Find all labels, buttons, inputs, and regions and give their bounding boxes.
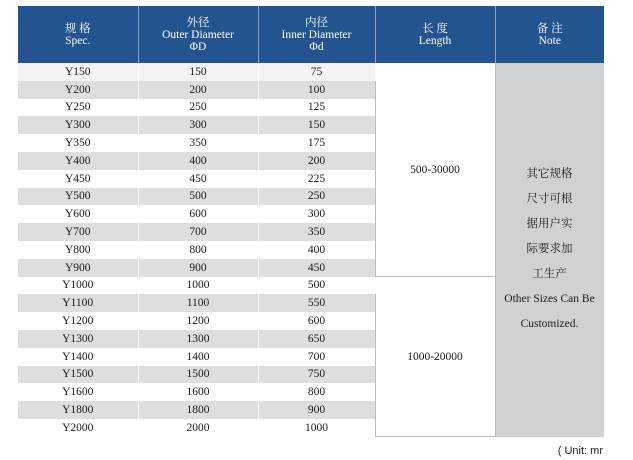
outer-diameter-cell: 1100: [138, 294, 258, 312]
spec-cell: Y1500: [18, 366, 138, 384]
spec-cell: Y1800: [18, 401, 138, 419]
note-line: 据用户实: [526, 218, 573, 231]
outer-diameter-cell: 800: [138, 241, 258, 259]
header-inner-en: Inner Diameter: [281, 28, 352, 41]
inner-diameter-cell: 75: [258, 63, 375, 81]
header-note-en: Note: [538, 34, 561, 47]
inner-diameter-cell: 500: [258, 277, 375, 295]
outer-diameter-cell: 250: [138, 99, 258, 117]
inner-diameter-cell: 750: [258, 366, 375, 384]
inner-diameter-cell: 250: [258, 188, 375, 206]
inner-diameter-cell: 550: [258, 294, 375, 312]
header-row: [18, 6, 604, 63]
outer-diameter-cell: 600: [138, 205, 258, 223]
inner-diameter-cell: 600: [258, 312, 375, 330]
header-length-cn: 长 度: [422, 22, 448, 35]
outer-diameter-cell: 1600: [138, 383, 258, 401]
length-cell: 1000-20000: [375, 277, 495, 437]
header-length-en: Length: [418, 34, 452, 47]
outer-diameter-cell: 450: [138, 170, 258, 188]
outer-diameter-cell: 150: [138, 63, 258, 81]
spec-cell: Y350: [18, 134, 138, 152]
inner-diameter-cell: 800: [258, 383, 375, 401]
outer-diameter-cell: 1400: [138, 348, 258, 366]
inner-diameter-cell: 650: [258, 330, 375, 348]
outer-diameter-cell: 350: [138, 134, 258, 152]
inner-diameter-cell: 150: [258, 116, 375, 134]
inner-diameter-cell: 900: [258, 401, 375, 419]
inner-diameter-cell: 175: [258, 134, 375, 152]
outer-diameter-cell: 400: [138, 152, 258, 170]
spec-cell: Y1100: [18, 294, 138, 312]
header-note-cn: 备 注: [536, 22, 563, 35]
header-inner-symbol: Φd: [309, 40, 324, 53]
header-outer-diameter: [138, 6, 258, 63]
specification-table: [18, 6, 605, 437]
outer-diameter-cell: 1800: [138, 401, 258, 419]
outer-diameter-cell: 1000: [138, 277, 258, 295]
right-margin: [604, 6, 633, 440]
note-line: 尺寸可根: [526, 193, 573, 206]
spec-cell: Y250: [18, 99, 138, 117]
spec-cell: Y500: [18, 188, 138, 206]
header-outer-en: Outer Diameter: [162, 28, 234, 41]
table-body: [18, 63, 604, 437]
spec-cell: Y1200: [18, 312, 138, 330]
outer-diameter-cell: 500: [138, 188, 258, 206]
spec-cell: Y1000: [18, 277, 138, 295]
table-row: [18, 63, 604, 81]
spec-cell: Y900: [18, 259, 138, 277]
outer-diameter-cell: 200: [138, 81, 258, 99]
inner-diameter-cell: 350: [258, 223, 375, 241]
spec-cell: Y1300: [18, 330, 138, 348]
header-outer-symbol: ΦD: [189, 40, 207, 53]
note-cell: [495, 63, 604, 437]
unit-note: ( Unit: mr: [557, 445, 603, 457]
spec-cell: Y200: [18, 81, 138, 99]
outer-diameter-cell: 700: [138, 223, 258, 241]
inner-diameter-cell: 700: [258, 348, 375, 366]
note-line: 际要求加: [526, 243, 573, 256]
inner-diameter-cell: 1000: [258, 419, 375, 437]
note-line: Customized.: [520, 318, 579, 331]
outer-diameter-cell: 1500: [138, 366, 258, 384]
inner-diameter-cell: 450: [258, 259, 375, 277]
header-spec-cn: 规 格: [64, 22, 91, 35]
spec-cell: Y150: [18, 63, 138, 81]
spec-cell: Y2000: [18, 419, 138, 437]
spec-cell: Y300: [18, 116, 138, 134]
header-spec-en: Spec.: [65, 34, 91, 47]
inner-diameter-cell: 100: [258, 81, 375, 99]
note-line: 工生产: [532, 268, 567, 281]
spec-cell: Y700: [18, 223, 138, 241]
spec-cell: Y600: [18, 205, 138, 223]
outer-diameter-cell: 900: [138, 259, 258, 277]
inner-diameter-cell: 300: [258, 205, 375, 223]
spec-cell: Y450: [18, 170, 138, 188]
spec-cell: Y1600: [18, 383, 138, 401]
outer-diameter-cell: 300: [138, 116, 258, 134]
header-spec: [18, 6, 138, 63]
note-line: 其它规格: [526, 168, 573, 181]
header-note: [495, 6, 604, 63]
outer-diameter-cell: 1300: [138, 330, 258, 348]
header-outer-cn: 外径: [186, 16, 210, 29]
note-line: Other Sizes Can Be: [504, 293, 595, 306]
header-length: [375, 6, 495, 63]
outer-diameter-cell: 1200: [138, 312, 258, 330]
header-inner-diameter: [258, 6, 375, 63]
spec-cell: Y400: [18, 152, 138, 170]
inner-diameter-cell: 125: [258, 99, 375, 117]
inner-diameter-cell: 400: [258, 241, 375, 259]
spec-cell: Y800: [18, 241, 138, 259]
header-inner-cn: 内径: [305, 16, 328, 29]
outer-diameter-cell: 2000: [138, 419, 258, 437]
inner-diameter-cell: 225: [258, 170, 375, 188]
length-cell: 500-30000: [375, 63, 495, 277]
spec-cell: Y1400: [18, 348, 138, 366]
inner-diameter-cell: 200: [258, 152, 375, 170]
